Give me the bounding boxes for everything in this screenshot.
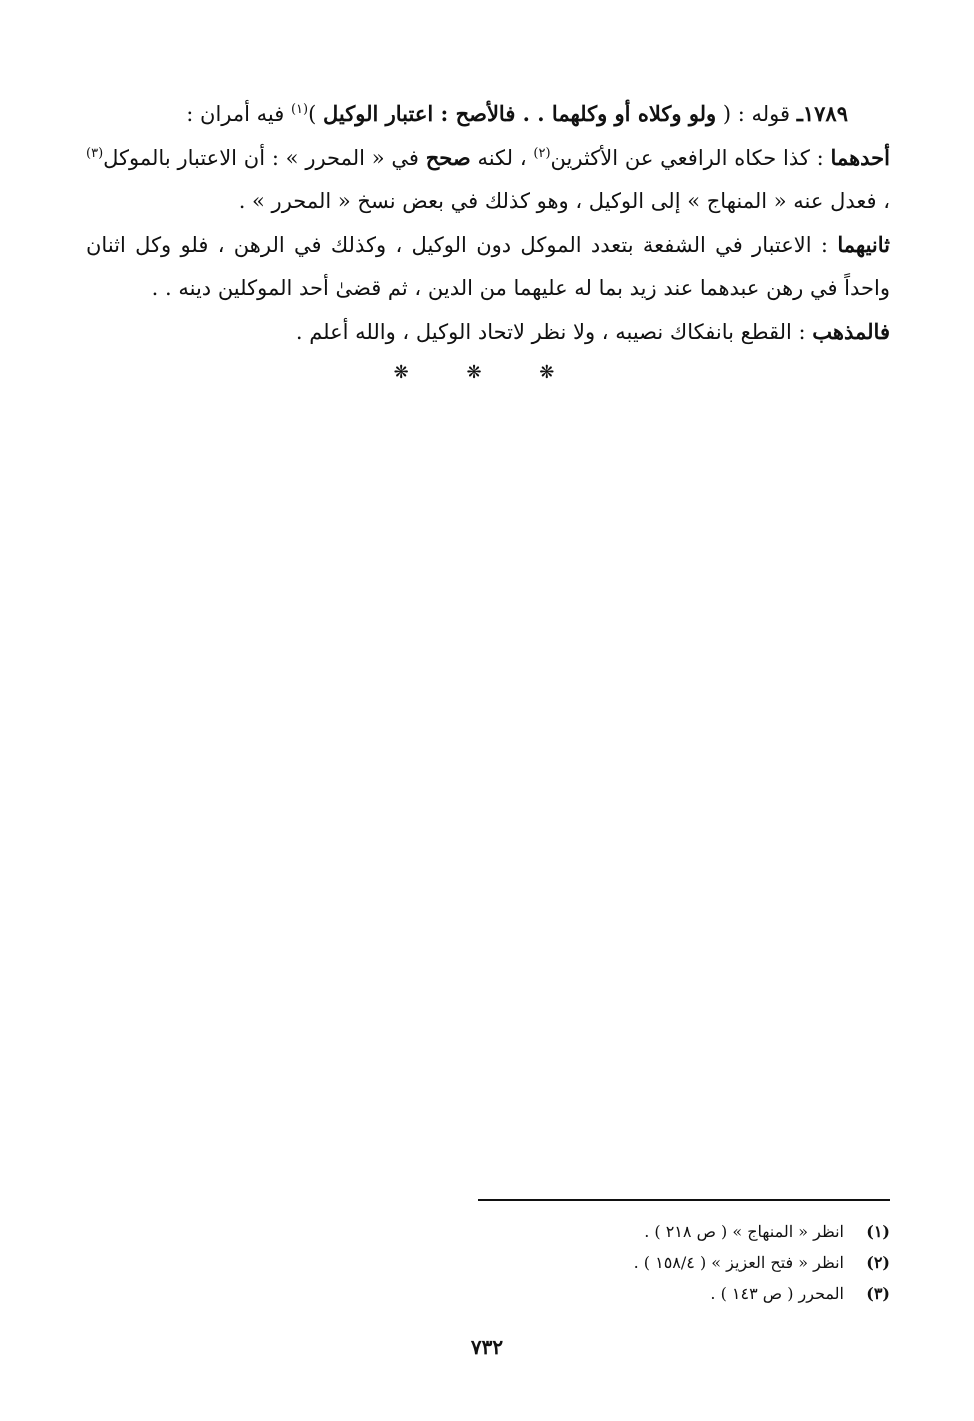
p2-text-2: ، لكنه: [470, 146, 534, 170]
bold-word: صحح: [425, 145, 471, 170]
quote-close: ): [308, 102, 323, 126]
paragraph-1: [86, 92, 890, 136]
lead-word-madhhab: فالمذهب: [812, 319, 890, 344]
footnote-item: [300, 1216, 890, 1247]
footnote-item: [300, 1247, 890, 1278]
footnote-text: المحرر ( ص ١٤٣ ) .: [710, 1284, 844, 1303]
page-number: ٧٣٢: [470, 1335, 504, 1359]
quoted-text: ولو وكلاه أو وكلهما . . فالأصح : اعتبار الوكيل: [322, 101, 717, 126]
footnotes: [300, 1216, 890, 1309]
lead-word-first: أحدهما: [830, 145, 890, 170]
intro-text: قوله : (: [716, 102, 797, 126]
p2-text-3: في « المحرر » : أن الاعتبار بالموكل: [103, 146, 426, 170]
footnote-item: [300, 1278, 890, 1309]
entry-number: ١٧٨٩ـ: [796, 101, 848, 126]
p3-text: : الاعتبار في الشفعة بتعدد الموكل دون الوكيل ، وكذلك في الرهن ، فلو وكل اثنان واحداً في رهن عبدهما عند زيد بما له عليهما من الدين ، ثم قضىٰ أحد الموكلين دينه . .: [86, 233, 890, 300]
paragraph-3: [86, 223, 890, 310]
footnote-text: انظر « المنهاج » ( ص ٢١٨ ) .: [644, 1222, 844, 1241]
footnote-ref-2: (٢): [533, 146, 551, 161]
main-text: [86, 92, 890, 354]
footnote-number: (٣): [866, 1284, 890, 1303]
intro-rest: فيه أمران :: [186, 102, 291, 126]
footnote-number: (٢): [866, 1253, 890, 1272]
p2-text-1: : كذا حكاه الرافعي عن الأكثرين: [550, 146, 831, 170]
footnote-number: (١): [866, 1222, 890, 1241]
footnote-text: انظر « فتح العزيز » ( ١٥٨/٤ ) .: [633, 1253, 844, 1272]
paragraph-2: [86, 136, 890, 223]
section-separator: ❋ ❋ ❋: [393, 362, 581, 383]
footnote-rule: [478, 1199, 890, 1201]
p4-text: : القطع بانفكاك نصيبه ، ولا نظر لاتحاد الوكيل ، والله أعلم .: [295, 320, 813, 344]
p2-text-4: ، فعدل عنه « المنهاج » إلى الوكيل ، وهو كذلك في بعض نسخ « المحرر » .: [238, 189, 890, 213]
paragraph-4: [86, 310, 890, 354]
lead-word-second: ثانيهما: [837, 232, 890, 257]
footnote-ref-1: (١): [290, 102, 309, 117]
footnote-ref-3: (٣): [86, 146, 104, 161]
